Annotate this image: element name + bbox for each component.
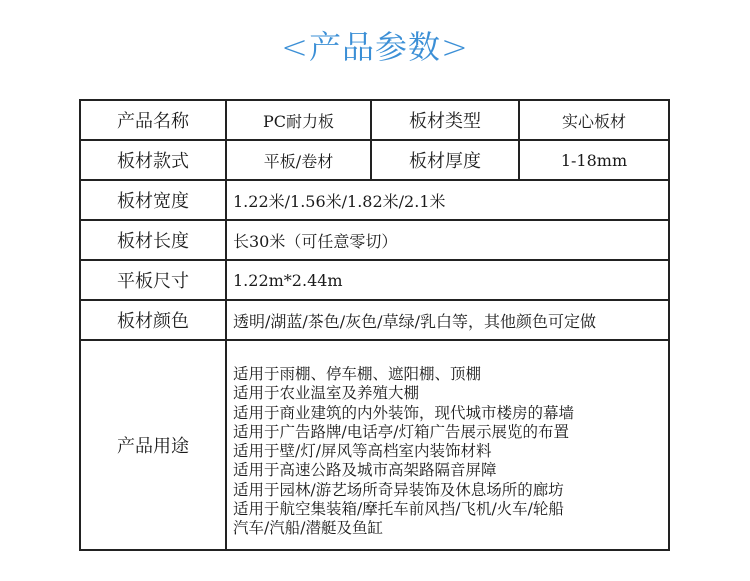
usage-line: 适用于商业建筑的内外装饰，现代城市楼房的幕墙 bbox=[233, 403, 575, 422]
spec-table bbox=[79, 99, 670, 551]
usage-line: 适用于雨棚、停车棚、遮阳棚、顶棚 bbox=[233, 365, 482, 383]
label-board-style: 板材款式 bbox=[80, 140, 226, 180]
label-board-width: 板材宽度 bbox=[80, 180, 226, 220]
title-text: 产品参数 bbox=[308, 28, 441, 66]
usage-line: 适用于航空集装箱/摩托车前风挡/飞机/火车/轮船 bbox=[233, 500, 564, 519]
row-board-width bbox=[80, 180, 669, 220]
left-bracket: < bbox=[281, 28, 309, 66]
value-product-name: PC耐力板 bbox=[226, 100, 371, 140]
label-board-length: 板材长度 bbox=[80, 220, 226, 260]
value-board-thickness: 1-18mm bbox=[519, 140, 669, 180]
row-board-color bbox=[80, 300, 669, 340]
label-product-name: 产品名称 bbox=[80, 100, 226, 140]
value-sheet-size: 1.22m*2.44m bbox=[226, 260, 669, 300]
right-bracket: > bbox=[441, 28, 469, 66]
usage-line: 适用于壁/灯/屏风等高档室内装饰材料 bbox=[233, 442, 492, 461]
row-board-style bbox=[80, 140, 669, 180]
value-product-usage bbox=[226, 340, 669, 550]
label-board-type: 板材类型 bbox=[371, 100, 519, 140]
value-board-length: 长30米（可任意零切） bbox=[226, 220, 669, 260]
usage-line: 适用于农业温室及养殖大棚 bbox=[233, 384, 420, 403]
usage-line: 适用于高速公路及城市高架路隔音屏障 bbox=[233, 461, 497, 480]
value-board-width: 1.22米/1.56米/1.82米/2.1米 bbox=[226, 180, 669, 220]
label-sheet-size: 平板尺寸 bbox=[80, 260, 226, 300]
row-sheet-size bbox=[80, 260, 669, 300]
label-product-usage: 产品用途 bbox=[80, 340, 226, 550]
row-product-usage bbox=[80, 340, 669, 550]
value-board-color: 透明/湖蓝/茶色/灰色/草绿/乳白等，其他颜色可定做 bbox=[226, 300, 669, 340]
value-board-type: 实心板材 bbox=[519, 100, 669, 140]
page-title bbox=[0, 22, 750, 68]
label-board-color: 板材颜色 bbox=[80, 300, 226, 340]
usage-line: 适用于园林/游艺场所奇异装饰及休息场所的廊坊 bbox=[233, 480, 564, 499]
row-board-length bbox=[80, 220, 669, 260]
usage-line: 汽车/汽船/潜艇及鱼缸 bbox=[233, 519, 383, 538]
value-board-style: 平板/卷材 bbox=[226, 140, 371, 180]
label-board-thickness: 板材厚度 bbox=[371, 140, 519, 180]
row-product-name bbox=[80, 100, 669, 140]
usage-line: 适用于广告路牌/电话亭/灯箱广告展示展览的布置 bbox=[233, 422, 569, 441]
